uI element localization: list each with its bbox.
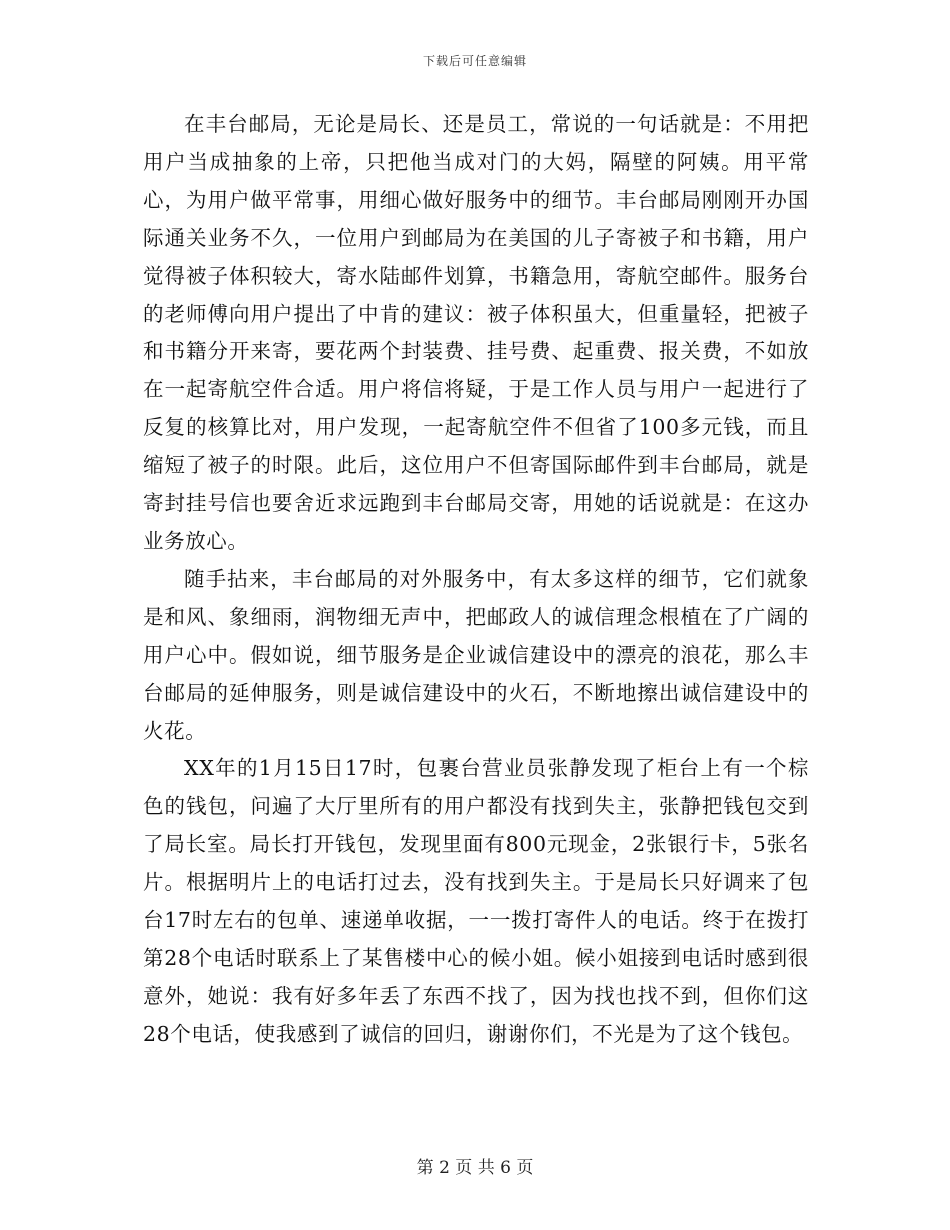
page-header: 下载后可任意编辑 xyxy=(422,54,527,68)
paragraph-1: 在丰台邮局，无论是局长、还是员工，常说的一句话就是：不用把用户当成抽象的上帝，只把他当成对门的大妈，隔壁的阿姨。用平常心，为用户做平常事，用细心做好服务中的细节。丰台邮局刚刚开办国际通关业务不久，一位用户到邮局为在美国的儿子寄被子和书籍，用户觉得被子体积较大，寄水陆邮件划算，书籍急用，寄航空邮件。服务台的老师傅向用户提出了中肯的建议：被子体积虽大，但重量轻，把被子和书籍分开来寄，要花两个封装费、挂号费、起重费、报关费，不如放在一起寄航空件合适。用户将信将疑，于是工作人员与用户一起进行了反复的核算比对，用户发现，一起寄航空件不但省了100多元钱，而且缩短了被子的时限。此后，这位用户不但寄国际邮件到丰台邮局，就是寄封挂号信也要舍近求远跑到丰台邮局交寄，用她的话说就是：在这办业务放心。 xyxy=(143,112,809,553)
document-body xyxy=(143,106,809,1054)
page-footer xyxy=(0,1153,950,1178)
paragraph-3: XX年的1月15日17时，包裹台营业员张静发现了柜台上有一个棕色的钱包，问遍了大厅里所有的用户都没有找到失主，张静把钱包交到了局长室。局长打开钱包，发现里面有800元现金，2张银行卡，5张名片。根据明片上的电话打过去，没有找到失主。于是局长只好调来了包台17时左右的包单、速递单收据，一一拨打寄件人的电话。终于在拨打第28个电话时联系上了某售楼中心的候小姐。候小姐接到电话时感到很意外，她说：我有好多年丢了东西不找了，因为找也找不到，但你们这28个电话，使我感到了诚信的回归，谢谢你们，不光是为了这个钱包。 xyxy=(143,756,809,1046)
paragraph-2: 随手拈来，丰台邮局的对外服务中，有太多这样的细节，它们就象是和风、象细雨，润物细无声中，把邮政人的诚信理念根植在了广阔的用户心中。假如说，细节服务是企业诚信建设中的漂亮的浪花，那么丰台邮局的延伸服务，则是诚信建设中的火石，不断地擦出诚信建设中的火花。 xyxy=(143,566,809,743)
page-number-label: 第 2 页 共 6 页 xyxy=(416,1158,534,1178)
